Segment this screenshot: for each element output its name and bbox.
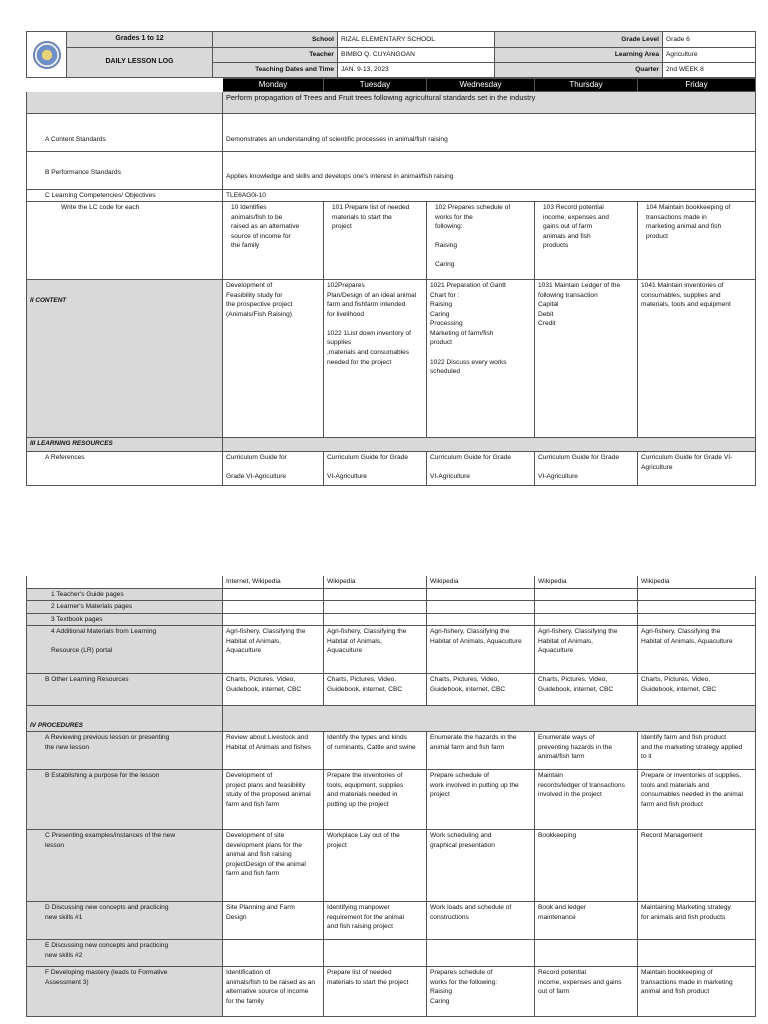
content-friday: 1041 Maintain inventories of consumables, supplies and materials, tools and equipment bbox=[638, 280, 756, 438]
reference-monday: Curriculum Guide for Grade VI-Agriculture bbox=[223, 452, 324, 486]
content-monday: Development of Feasibility study for the prospective project (Animals/Fish Raising) bbox=[223, 280, 324, 438]
f-friday: Maintain bookkeeping of transactions made in marketing animal and fish product bbox=[638, 967, 756, 1017]
references-label: A References bbox=[27, 452, 223, 486]
days-row bbox=[27, 79, 756, 92]
skills2-label: E Discussing new concepts and practicing new skills #2 bbox=[27, 940, 223, 967]
objective-banner: Perform propagation of Trees and Fruit trees following agricultural standards set in the industry bbox=[223, 91, 756, 113]
reference-thursday: Curriculum Guide for Grade VI-Agriculture bbox=[535, 452, 638, 486]
seal-icon bbox=[33, 41, 61, 69]
teacher-label: Teacher bbox=[213, 48, 338, 63]
lesson-log-page-2 bbox=[26, 576, 755, 1017]
c-wednesday: Work scheduling and graphical presentation bbox=[427, 830, 535, 902]
objective-wednesday: 102 Prepares schedule of works for the following: Raising Caring bbox=[427, 202, 535, 280]
title-line1: Grades 1 to 12 bbox=[67, 32, 213, 48]
day-wednesday: Wednesday bbox=[427, 79, 535, 92]
top-wednesday: Wikipedia bbox=[427, 576, 535, 588]
mastery-label: F Developing mastery (leads to Formative Assessment 3) bbox=[27, 967, 223, 1017]
c-thursday: Bookkeeping bbox=[535, 830, 638, 902]
f-tuesday: Prepare list of needed materials to start the project bbox=[324, 967, 427, 1017]
dates-label: Teaching Dates and Time bbox=[213, 63, 338, 78]
lc-code: TLE6AG0i-10 bbox=[223, 189, 756, 202]
am-tuesday: Agri-fishery, Classifying the Habitat of Animals, Aquaculture bbox=[324, 626, 427, 674]
examples-label: C Presenting examples/instances of the new lesson bbox=[27, 830, 223, 902]
a-monday: Review about Livestock and Habitat of Animals and fishes bbox=[223, 732, 324, 770]
top-tuesday: Wikipedia bbox=[324, 576, 427, 588]
day-friday: Friday bbox=[638, 79, 756, 92]
a-tuesday: Identify the types and kinds of ruminants, Cattle and swine bbox=[324, 732, 427, 770]
f-monday: Identification of animals/fish to be raised as an alternative source of income for the family bbox=[223, 967, 324, 1017]
objective-monday: 10 Identifies animals/fish to be raised as an alternative source of income for the family bbox=[223, 202, 324, 280]
performance-standards-value: Applies knowledge and skills and develops one's interest in animal/fish raising bbox=[223, 151, 756, 189]
procedures-table bbox=[26, 576, 756, 1017]
content-tuesday: 102Prepares Plan/Design of an ideal animal farm and fishfarm intended for livelihood 1022 1List down inventory of supplies ,materials and consumables needed for the project bbox=[324, 280, 427, 438]
d-friday: Maintaining Marketing strategy for animals and fish products bbox=[638, 902, 756, 940]
content-wednesday: 1021 Preparation of Gantt Chart for : Raising Caring Processing Marketing of farm/fish product 1022 Discuss every works scheduled bbox=[427, 280, 535, 438]
reference-friday: Curriculum Guide for Grade VI- Agriculture bbox=[638, 452, 756, 486]
am-wednesday: Agri-fishery, Classifying the Habitat of Animals, Aquaculture bbox=[427, 626, 535, 674]
d-tuesday: Identifying manpower requirement for the animal and fish raising project bbox=[324, 902, 427, 940]
f-thursday: Record potential income, expenses and gains out of farm bbox=[535, 967, 638, 1017]
d-thursday: Book and ledger maintenance bbox=[535, 902, 638, 940]
reference-wednesday: Curriculum Guide for Grade VI-Agriculture bbox=[427, 452, 535, 486]
b-wednesday: Prepare schedule of work involved in putting up the project bbox=[427, 770, 535, 830]
objectives-table bbox=[26, 78, 756, 486]
performance-standards-label: B Performance Standards bbox=[27, 151, 223, 189]
teacher-value: BIMBO Q. CUYANGOAN bbox=[338, 48, 495, 63]
purpose-label: B Establishing a purpose for the lesson bbox=[27, 770, 223, 830]
quarter-label: Quarter bbox=[495, 63, 663, 78]
area-value: Agriculture bbox=[663, 48, 756, 63]
other-thursday: Charts, Pictures, Video, Guidebook, internet, CBC bbox=[535, 674, 638, 706]
c-monday: Development of site development plans for the animal and fish raising projectDesign of the animal farm and fish farm bbox=[223, 830, 324, 902]
objective-thursday: 103 Record potential income, expenses and gains out of farm animals and fish products bbox=[535, 202, 638, 280]
procedures-label: IV PROCEDURES bbox=[27, 706, 223, 732]
resources-spacer bbox=[223, 438, 756, 452]
top-friday: Wikipedia bbox=[638, 576, 756, 588]
reviewing-label: A Reviewing previous lesson or presenting the new lesson bbox=[27, 732, 223, 770]
competencies-label: C Learning Competencies/ Objectives bbox=[27, 189, 223, 202]
am-monday: Agri-fishery, Classifying the Habitat of Animals, Aquaculture bbox=[223, 626, 324, 674]
area-label: Learning Area bbox=[495, 48, 663, 63]
write-code-label: Write the LC code for each bbox=[27, 202, 223, 280]
a-friday: Identify farm and fish product and the marketing strategy applied to it bbox=[638, 732, 756, 770]
other-resources-label: B Other Learning Resources bbox=[27, 674, 223, 706]
banner-spacer bbox=[27, 91, 223, 113]
day-thursday: Thursday bbox=[535, 79, 638, 92]
d-monday: Site Planning and Farm Design bbox=[223, 902, 324, 940]
other-tuesday: Charts, Pictures, Video, Guidebook, internet, CBC bbox=[324, 674, 427, 706]
a-thursday: Enumerate ways of preventing hazards in the animal/fish farm bbox=[535, 732, 638, 770]
school-label: School bbox=[213, 32, 338, 48]
am-thursday: Agri-fishery, Classifying the Habitat of Animals, Aquaculture bbox=[535, 626, 638, 674]
quarter-value: 2nd WEEK 8 bbox=[663, 63, 756, 78]
day-tuesday: Tuesday bbox=[324, 79, 427, 92]
f-wednesday: Prepares schedule of works for the following: Raising Caring bbox=[427, 967, 535, 1017]
lesson-log-page-1 bbox=[26, 31, 755, 486]
top-spacer bbox=[27, 576, 223, 588]
c-tuesday: Workplace Lay out of the project bbox=[324, 830, 427, 902]
a-wednesday: Enumerate the hazards in the animal farm and fish farm bbox=[427, 732, 535, 770]
content-thursday: 1031 Maintain Ledger of the following transaction Capital Debit Credit bbox=[535, 280, 638, 438]
content-label: II CONTENT bbox=[27, 280, 223, 438]
grade-value: Grade 6 bbox=[663, 32, 756, 48]
b-tuesday: Prepare the inventories of tools, equipment, supplies and materials needed in putting up the project bbox=[324, 770, 427, 830]
learners-materials-label: 2 Learner's Materials pages bbox=[27, 601, 223, 614]
skills1-label: D Discussing new concepts and practicing new skills #1 bbox=[27, 902, 223, 940]
am-friday: Agri-fishery, Classifying the Habitat of Animals, Aquaculture bbox=[638, 626, 756, 674]
teachers-guide-label: 1 Teacher's Guide pages bbox=[27, 588, 223, 601]
b-monday: Development of project plans and feasibility study of the proposed animal farm and fish farm bbox=[223, 770, 324, 830]
days-spacer bbox=[27, 79, 223, 92]
other-monday: Charts, Pictures, Video, Guidebook, internet, CBC bbox=[223, 674, 324, 706]
school-value: RIZAL ELEMENTARY SCHOOL bbox=[338, 32, 495, 48]
deped-seal bbox=[27, 32, 67, 78]
c-friday: Record Management bbox=[638, 830, 756, 902]
b-thursday: Maintain records/ledger of transactions involved in the project bbox=[535, 770, 638, 830]
b-friday: Prepare or inventories of supplies, tools and materials and consumables needed in the animal farm and fish product bbox=[638, 770, 756, 830]
additional-materials-label: 4 Additional Materials from Learning Resource (LR) portal bbox=[27, 626, 223, 674]
content-standards-value: Demonstrates an understanding of scientific processes in animal/fish raising bbox=[223, 113, 756, 151]
header-table bbox=[26, 31, 756, 78]
other-friday: Charts, Pictures, Video, Guidebook, internet, CBC bbox=[638, 674, 756, 706]
other-wednesday: Charts, Pictures, Video, Guidebook, internet, CBC bbox=[427, 674, 535, 706]
d-wednesday: Work loads and schedule of constructions bbox=[427, 902, 535, 940]
objective-tuesday: 101 Prepare list of needed materials to start the project bbox=[324, 202, 427, 280]
top-monday: Internet, Wikipedia bbox=[223, 576, 324, 588]
objective-friday: 104 Maintain bookkeeping of transactions made in marketing animal and fish product bbox=[638, 202, 756, 280]
dates-value: JAN. 9-13, 2023 bbox=[338, 63, 495, 78]
textbook-label: 3 Textbook pages bbox=[27, 613, 223, 626]
content-standards-label: A Content Standards bbox=[27, 113, 223, 151]
procedures-spacer bbox=[223, 706, 756, 732]
day-monday: Monday bbox=[223, 79, 324, 92]
top-thursday: Wikipedia bbox=[535, 576, 638, 588]
reference-tuesday: Curriculum Guide for Grade VI-Agriculture bbox=[324, 452, 427, 486]
title-line2: DAILY LESSON LOG bbox=[67, 48, 213, 78]
grade-label: Grade Level bbox=[495, 32, 663, 48]
resources-label: III LEARNING RESOURCES bbox=[27, 438, 223, 452]
